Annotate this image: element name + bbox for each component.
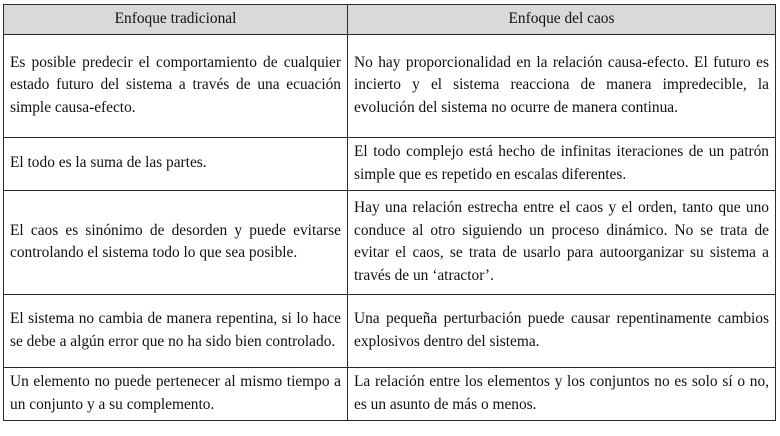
traditional-cell: El caos es sinónimo de desorden y puede evitarse controlando el sistema todo lo que sea posible. xyxy=(4,191,348,295)
header-traditional: Enfoque tradicional xyxy=(4,5,348,35)
header-chaos: Enfoque del caos xyxy=(348,5,776,35)
traditional-cell: El todo es la suma de las partes. xyxy=(4,138,348,191)
chaos-cell: Hay una relación estrecha entre el caos y el orden, tanto que uno conduce al otro siguiendo un proceso dinámico. No se trata de evitar el caos, se trata de usarlo para autoorganizar su sistema a través de un ‘atractor’. xyxy=(348,191,776,295)
chaos-cell: La relación entre los elementos y los conjuntos no es solo sí o no, es un asunto de más o menos. xyxy=(348,368,776,421)
traditional-cell: Es posible predecir el comportamiento de cualquier estado futuro del sistema a través de una ecuación simple causa-efecto. xyxy=(4,35,348,138)
header-row xyxy=(4,5,776,35)
table-row xyxy=(4,191,776,295)
table-row xyxy=(4,138,776,191)
chaos-cell: No hay proporcionalidad en la relación causa-efecto. El futuro es incierto y el sistema reacciona de manera impredecible, la evolución del sistema no ocurre de manera continua. xyxy=(348,35,776,138)
traditional-cell: Un elemento no puede pertenecer al mismo tiempo a un conjunto y a su complemento. xyxy=(4,368,348,421)
traditional-cell: El sistema no cambia de manera repentina, si lo hace se debe a algún error que no ha sido bien controlado. xyxy=(4,295,348,368)
table-row xyxy=(4,35,776,138)
chaos-cell: El todo complejo está hecho de infinitas iteraciones de un patrón simple que es repetido en escalas diferentes. xyxy=(348,138,776,191)
table-row xyxy=(4,368,776,421)
comparison-table xyxy=(3,4,776,421)
table-row xyxy=(4,295,776,368)
chaos-cell: Una pequeña perturbación puede causar repentinamente cambios explosivos dentro del sistema. xyxy=(348,295,776,368)
